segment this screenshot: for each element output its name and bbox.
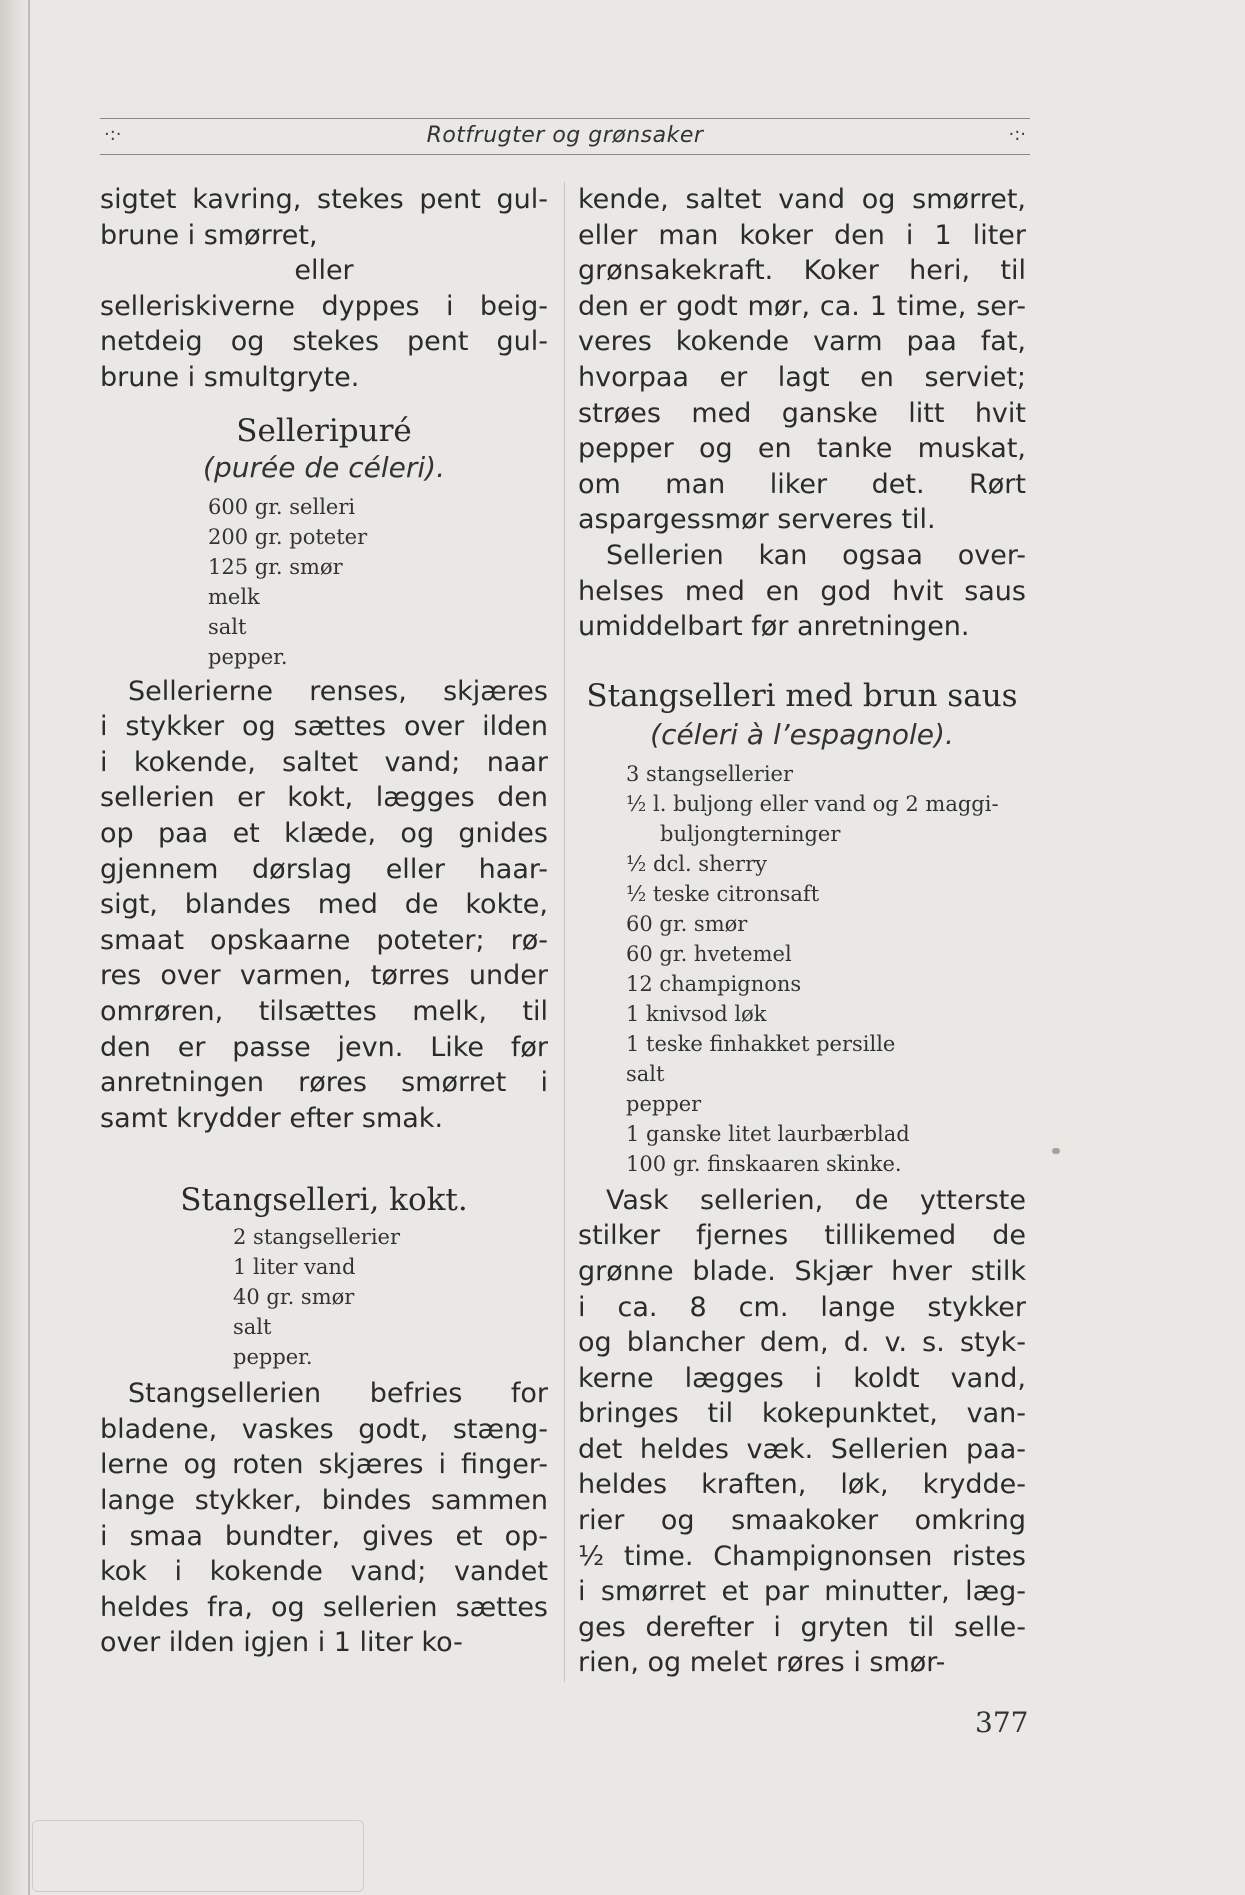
recipe-title-stangselleri-kokt: Stangselleri, kokt.	[180, 1182, 468, 1219]
alternative-text	[100, 289, 548, 396]
text-line: eller man koker den i 1 liter	[578, 219, 1026, 251]
ingredient-item: 2 stangsellerier	[233, 1225, 401, 1250]
book-binding	[0, 0, 30, 1895]
text-line: brune i smørret,	[100, 219, 318, 251]
running-header	[100, 118, 1030, 156]
text-line: gjennem dørslag eller haar-	[100, 853, 548, 885]
text-line: anretningen røres smørret i	[100, 1067, 548, 1099]
text-line: og blancher dem, d. v. s. styk-	[578, 1327, 1026, 1359]
ingredient-item: pepper	[626, 1091, 702, 1116]
text-line: heldes fra, og sellerien sættes	[100, 1591, 548, 1623]
header-title: Rotfrugter og grønsaker	[426, 123, 704, 148]
text-line: Sellerien kan ogsaa over-	[606, 539, 1026, 571]
ingredient-item: 1 knivsod løk	[626, 1001, 767, 1026]
serving-note	[578, 538, 1026, 645]
text-line: den er passe jevn. Like før	[100, 1031, 548, 1063]
text-line: samt krydder efter smak.	[100, 1102, 444, 1134]
ingredient-item: 12 champignons	[626, 971, 802, 996]
ingredient-item: 200 gr. poteter	[208, 524, 368, 549]
text-line: kerne lægges i koldt vand,	[578, 1362, 1026, 1394]
text-line: rien, og melet røres i smør-	[578, 1647, 946, 1679]
ingredient-item: 100 gr. finskaaren skinke.	[626, 1151, 902, 1176]
ingredient-list-selleripure	[208, 492, 548, 672]
ornament-left-icon: ·:·	[104, 124, 122, 145]
text-line: i smørret et par minutter, læg-	[578, 1576, 1026, 1608]
eller-line: eller	[294, 255, 354, 287]
text-line: ½ time. Champignonsen ristes	[578, 1540, 1026, 1572]
recipe-title-brun-saus: Stangselleri med brun saus	[586, 677, 1018, 714]
ingredient-item: ½ l. buljong eller vand og 2 maggi-	[626, 791, 999, 816]
paper-speck	[1052, 1148, 1060, 1154]
column-divider	[564, 182, 565, 1682]
header-rule-bottom	[100, 154, 1030, 155]
ingredient-list-brun-saus	[626, 759, 1026, 1179]
text-line: brune i smultgryte.	[100, 361, 360, 393]
text-line: grønsakekraft. Koker heri, til	[578, 255, 1026, 287]
text-line: sellerien er kokt, lægges den	[100, 782, 548, 814]
text-line: umiddelbart før anretningen.	[578, 611, 970, 643]
ingredient-item: 3 stangsellerier	[626, 761, 794, 786]
text-line: sigt, blandes med de kokte,	[100, 889, 548, 921]
ingredient-item: pepper.	[208, 644, 288, 669]
text-line: res over varmen, tørres under	[100, 960, 548, 992]
text-line: kok i kokende vand; vandet	[100, 1556, 548, 1588]
ingredient-item: 60 gr. smør	[626, 911, 748, 936]
text-line: veres kokende varm paa fat,	[578, 326, 1026, 358]
text-line: kende, saltet vand og smørret,	[578, 184, 1026, 215]
text-line: stilker fjernes tillikemed de	[578, 1220, 1026, 1252]
method-selleripure	[100, 674, 548, 1137]
ingredient-item: 1 teske finhakket persille	[626, 1031, 896, 1056]
text-line: lerne og roten skjæres i finger-	[100, 1449, 548, 1481]
text-line: i ca. 8 cm. lange stykker	[578, 1291, 1026, 1323]
ingredient-item: 1 ganske litet laurbærblad	[626, 1121, 910, 1146]
ornament-right-icon: ·:·	[1008, 124, 1026, 145]
text-line: lange stykker, bindes sammen	[100, 1485, 548, 1517]
text-line: i smaa bundter, gives et op-	[100, 1520, 548, 1552]
header-rule-top	[100, 118, 1030, 119]
text-line: strøes med ganske litt hvit	[578, 397, 1026, 429]
text-line: aspargessmør serveres til.	[578, 504, 936, 536]
ingredient-item: 125 gr. smør	[208, 554, 343, 579]
text-line: over ilden igjen i 1 liter ko-	[100, 1627, 463, 1659]
text-line: Vask sellerien, de ytterste	[606, 1184, 1026, 1216]
recipe-subtitle-selleripure: (purée de céleri).	[203, 450, 445, 484]
text-line: bringes til kokepunktet, van-	[578, 1398, 1026, 1430]
ingredient-item: buljongterninger	[660, 821, 841, 846]
page-number: 377	[975, 1706, 1029, 1739]
text-line: omrøren, tilsættes melk, til	[100, 995, 548, 1027]
text-line: Sellerierne renses, skjæres	[128, 675, 548, 707]
method-stangselleri-kokt	[100, 1376, 548, 1661]
right-column	[578, 182, 1026, 1681]
text-line: op paa et klæde, og gnides	[100, 817, 548, 849]
text-line: selleriskiverne dyppes i beig-	[100, 290, 548, 322]
ingredient-item: ½ teske citronsaft	[626, 881, 820, 906]
text-line: netdeig og stekes pent gul-	[100, 326, 548, 358]
continued-method	[578, 182, 1026, 538]
text-line: den er godt mør, ca. 1 time, ser-	[578, 290, 1026, 322]
text-line: om man liker det. Rørt	[578, 468, 1026, 500]
ingredient-item: 1 liter vand	[233, 1255, 356, 1280]
text-line: rier og smaakoker omkring	[578, 1505, 1026, 1537]
recipe-subtitle-brun-saus: (céleri à l’espagnole).	[650, 717, 954, 751]
ingredient-item: 60 gr. hvetemel	[626, 941, 792, 966]
text-line: bladene, vaskes godt, stæng-	[100, 1413, 548, 1445]
ingredient-item: salt	[208, 614, 247, 639]
binding-edge	[28, 0, 30, 1895]
text-line: det heldes væk. Sellerien paa-	[578, 1433, 1026, 1465]
text-line: i stykker og sættes over ilden	[100, 711, 548, 743]
continued-text	[100, 182, 548, 253]
ingredient-item: ½ dcl. sherry	[626, 851, 767, 876]
text-line: ges derefter i gryten til selle-	[578, 1611, 1026, 1643]
ingredient-list-stangselleri-kokt	[233, 1222, 548, 1372]
page-tab-outline	[32, 1820, 364, 1892]
text-line: hvorpaa er lagt en serviet;	[578, 361, 1026, 393]
left-column	[100, 182, 548, 1661]
ingredient-item: pepper.	[233, 1345, 313, 1370]
text-line: sigtet kavring, stekes pent gul-	[100, 184, 548, 215]
ingredient-item: 40 gr. smør	[233, 1285, 355, 1310]
recipe-title-selleripure: Selleripuré	[236, 412, 412, 449]
method-brun-saus	[578, 1183, 1026, 1681]
ingredient-item: salt	[233, 1315, 272, 1340]
ingredient-item: 600 gr. selleri	[208, 494, 356, 519]
text-line: heldes kraften, løk, krydde-	[578, 1469, 1026, 1501]
text-line: Stangsellerien befries for	[128, 1378, 548, 1410]
text-line: pepper og en tanke muskat,	[578, 433, 1026, 465]
text-line: smaat opskaarne poteter; rø-	[100, 924, 548, 956]
text-line: helses med en god hvit saus	[578, 575, 1026, 607]
ingredient-item: melk	[208, 584, 260, 609]
text-line: i kokende, saltet vand; naar	[100, 746, 548, 778]
ingredient-item: salt	[626, 1061, 665, 1086]
text-line: grønne blade. Skjær hver stilk	[578, 1255, 1026, 1287]
